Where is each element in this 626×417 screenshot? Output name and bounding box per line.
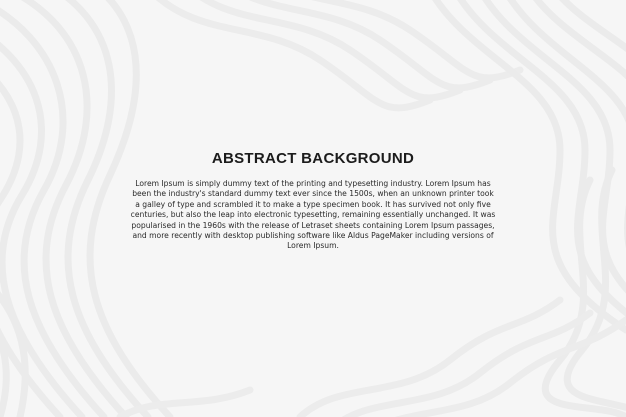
body-paragraph: Lorem Ipsum is simply dummy text of the printing and typesetting industry. Lorem Ipsum has been the industry's standard dummy text ever since the 1500s, when an unknown printer took a galley of type and scrambled it to make a type specimen book. It has survived not only five centuries, but also the leap into electronic typesetting, remaining essentially unchanged. It was popularised in the 1960s with the release of Letraset sheets containing Lorem Ipsum passages, and more recently with desktop publishing software like Aldus PageMaker including versions of Lorem Ipsum.: [130, 179, 496, 251]
top-wave-stripes: [150, 0, 520, 108]
text-block: [0, 148, 626, 252]
page-title: ABSTRACT BACKGROUND: [211, 150, 415, 167]
